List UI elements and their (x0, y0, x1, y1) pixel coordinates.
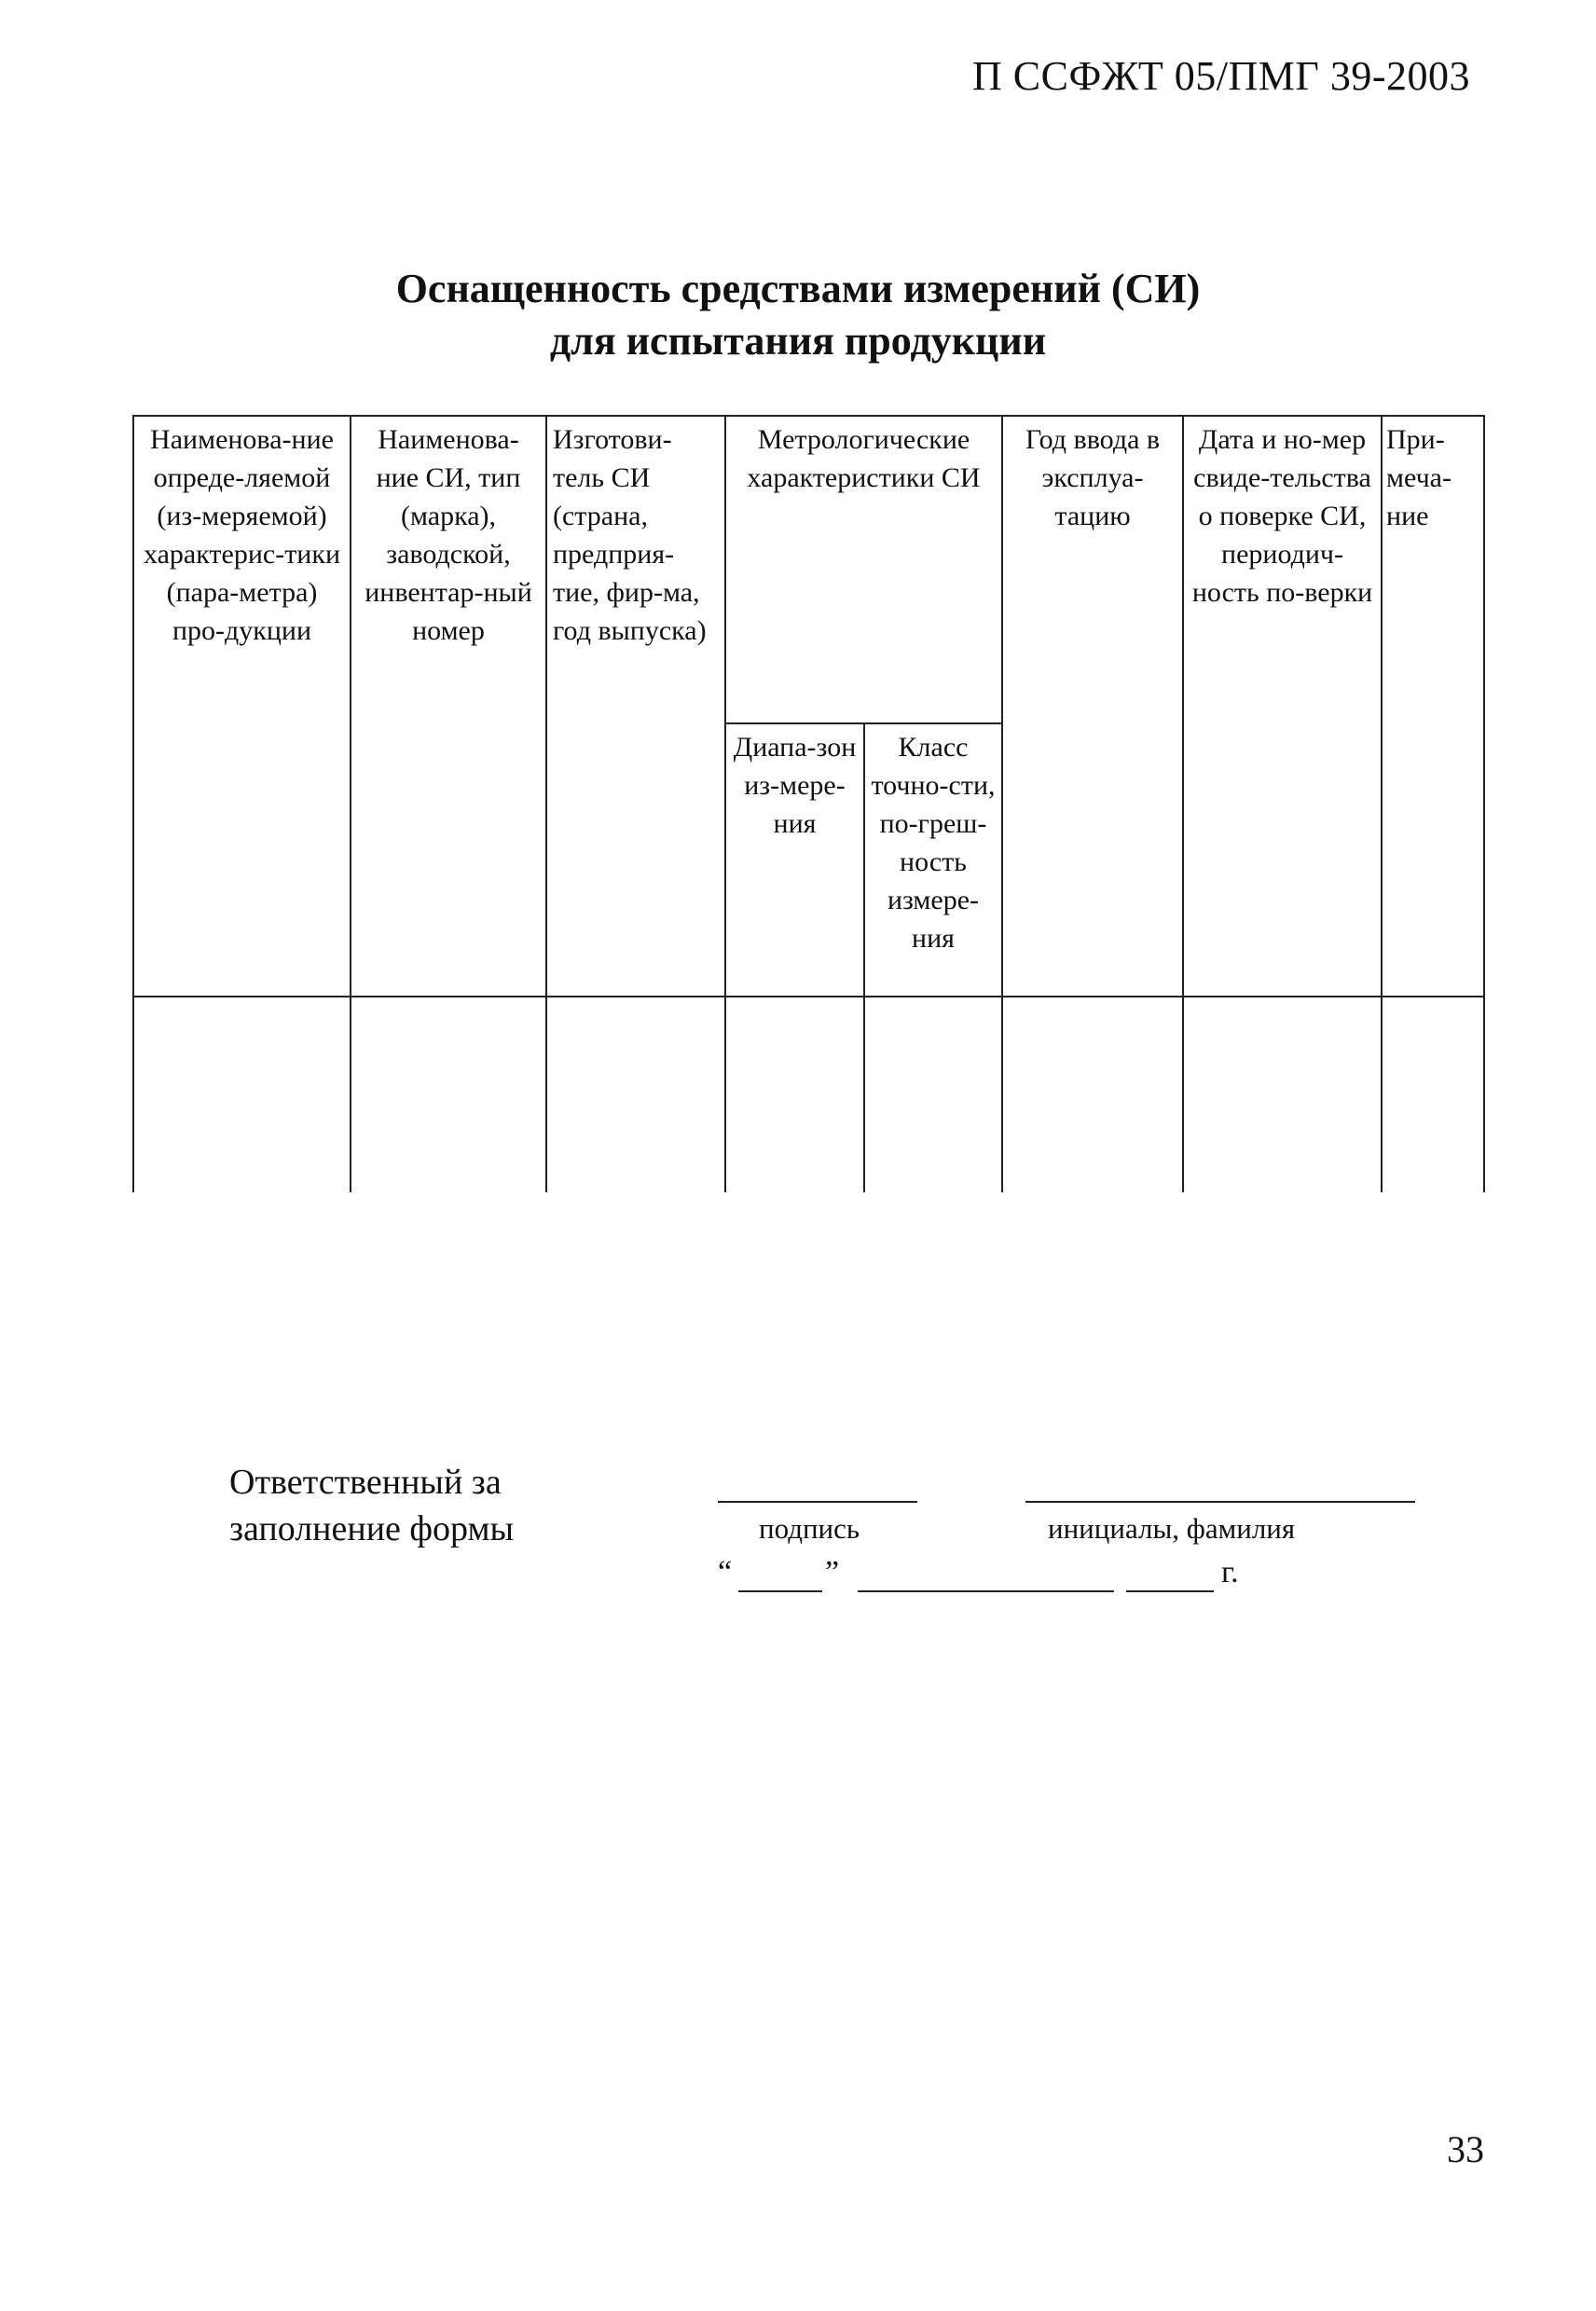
date-close-quote: ” (825, 1555, 840, 1589)
column-header-characteristic: Наименова-ние опреде-ляемой (из-меряемой) характерис-тики (пара-метра) про-дукции (133, 416, 351, 997)
name-line[interactable] (1025, 1501, 1415, 1503)
title-line-1: Оснащенность средствами измерений (СИ) (395, 266, 1201, 311)
date-day-line[interactable] (738, 1590, 822, 1592)
table-cell (864, 997, 1002, 1192)
table-cell (725, 997, 864, 1192)
column-header-manufacturer: Изготови-тель СИ (страна, предприя-тие, фир-ма, год выпуска) (546, 416, 725, 997)
signature-caption: подпись (759, 1512, 860, 1545)
table-cell (351, 997, 546, 1192)
year-suffix: г. (1221, 1555, 1239, 1589)
column-header-commission-year: Год ввода в эксплуа-тацию (1002, 416, 1183, 997)
page-number: 33 (1447, 2128, 1484, 2170)
name-caption: инициалы, фамилия (1048, 1512, 1296, 1545)
subcolumn-header-range: Диапа-зон из-мере-ния (725, 723, 864, 997)
subcolumn-header-accuracy: Класс точно-сти, по-греш-ность измере-ния (864, 723, 1002, 997)
responsible-line-2: заполнение формы (229, 1509, 515, 1548)
table-row (133, 997, 1484, 1192)
date-open-quote: “ (718, 1555, 733, 1589)
date-year-line[interactable] (1126, 1590, 1214, 1592)
table-cell (133, 997, 351, 1192)
column-header-si-name: Наименова-ние СИ, тип (марка), заводской, инвентар-ный номер (351, 416, 546, 997)
document-code: П ССФЖТ 05/ПМГ 39-2003 (972, 53, 1470, 99)
date-month-line[interactable] (858, 1590, 1114, 1592)
column-header-metrology: Метрологические характеристики СИ (725, 416, 1002, 723)
signature-line[interactable] (718, 1501, 917, 1503)
measurement-equipment-table (132, 415, 1485, 1192)
title-line-2: для испытания продукции (549, 318, 1047, 364)
table-cell (1382, 997, 1484, 1192)
table-cell (546, 997, 725, 1192)
column-header-note: При-меча-ние (1382, 416, 1484, 997)
page-title (0, 263, 1596, 367)
responsible-line-1: Ответственный за (229, 1463, 502, 1502)
column-header-verification: Дата и но-мер свиде-тельства о поверке СИ, периодич-ность по-верки (1183, 416, 1382, 997)
table-cell (1183, 997, 1382, 1192)
table-cell (1002, 997, 1183, 1192)
responsible-label (229, 1459, 514, 1552)
